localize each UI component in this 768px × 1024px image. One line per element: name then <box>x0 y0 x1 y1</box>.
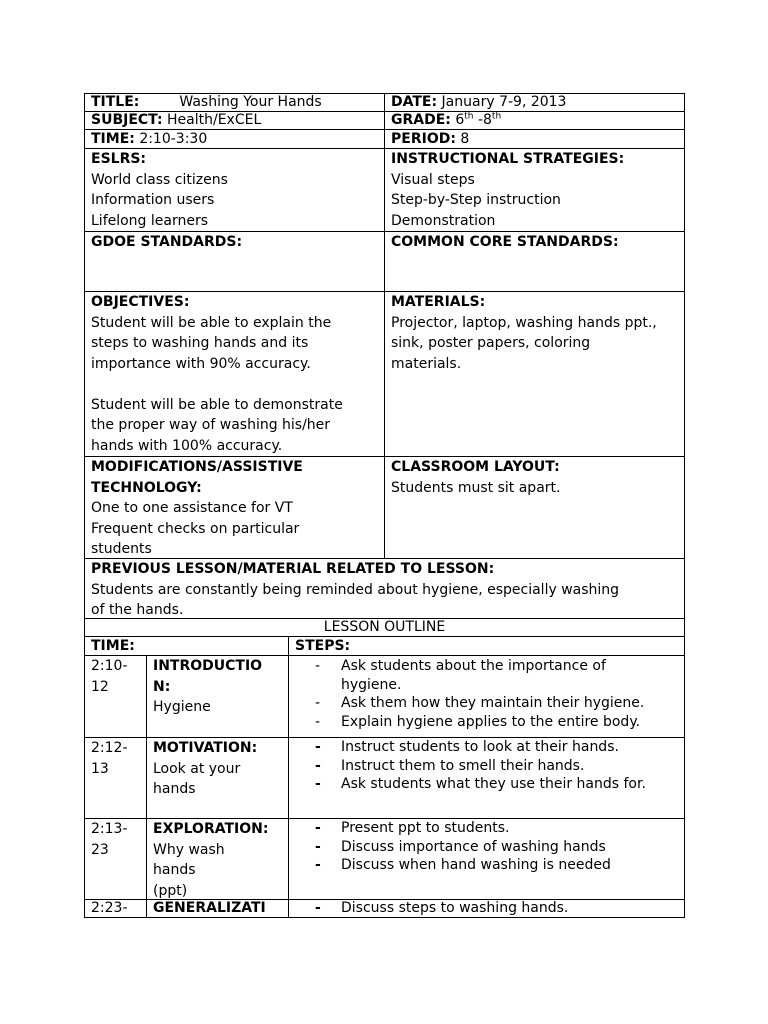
row-time-line: 12 <box>91 678 109 695</box>
row-phase-topic: hands <box>153 781 196 797</box>
step-item <box>289 713 684 732</box>
row-phase-topic: Hygiene <box>153 699 211 715</box>
row-time-line: 2:10- <box>91 658 128 674</box>
step-text: Instruct them to smell their hands. <box>341 757 585 774</box>
objectives-label: OBJECTIVES: <box>91 294 190 310</box>
step-item <box>289 838 684 857</box>
objective-spacer <box>91 374 384 395</box>
materials-line: materials. <box>391 355 462 372</box>
step-item <box>289 657 684 676</box>
row-time-line: 2:12- <box>91 740 128 756</box>
outline-row-phase <box>146 737 289 819</box>
previous-lesson-label: PREVIOUS LESSON/MATERIAL RELATED TO LESSON: <box>91 561 495 577</box>
outline-row-time <box>84 899 147 918</box>
time-cell <box>84 129 385 149</box>
row-phase-topic: Look at your <box>153 760 241 777</box>
objective-line: the proper way of washing his/her <box>91 417 331 433</box>
materials-line: Projector, laptop, washing hands ppt., <box>391 314 657 331</box>
outline-row-time <box>84 737 147 819</box>
gdoe-standards-label: GDOE STANDARDS: <box>91 234 243 250</box>
strategy-item: Demonstration <box>391 212 496 229</box>
steps-list <box>289 738 684 794</box>
outline-row-steps <box>288 655 685 738</box>
grade-value-a: 6 <box>455 112 465 128</box>
step-dash: - <box>315 776 321 792</box>
step-text: Ask students what they use their hands for. <box>341 776 646 792</box>
step-text: Discuss importance of washing hands <box>341 838 606 855</box>
row-time-line: 2:13- <box>91 821 128 837</box>
outline-steps-header-cell <box>288 636 685 656</box>
time-label: TIME: <box>91 131 135 147</box>
grade-sup-a: th <box>464 111 474 122</box>
outline-steps-header: STEPS: <box>295 638 351 654</box>
date-label: DATE: <box>391 94 438 110</box>
time-value: 2:10-3:30 <box>139 131 208 147</box>
outline-row-steps <box>288 737 685 819</box>
row-phase-title: GENERALIZATI <box>153 900 266 916</box>
gdoe-standards-cell <box>84 231 385 292</box>
materials-line: sink, poster papers, coloring <box>391 335 591 351</box>
title-value: Washing Your Hands <box>179 94 322 110</box>
row-phase-title: EXPLORATION: <box>153 821 269 837</box>
outline-row-time <box>84 818 147 900</box>
outline-time-header-cell <box>84 636 289 656</box>
modification-line: Frequent checks on particular <box>91 520 300 537</box>
objective-line: steps to washing hands and its <box>91 335 309 351</box>
step-item <box>289 819 684 838</box>
outline-row-phase <box>146 818 289 900</box>
lesson-outline-title: LESSON OUTLINE <box>323 619 446 635</box>
outline-row-steps <box>288 818 685 900</box>
modifications-label: TECHNOLOGY: <box>91 479 202 496</box>
strategy-item: Step-by-Step instruction <box>391 192 561 208</box>
step-dash: - <box>315 739 321 755</box>
steps-list <box>289 657 684 731</box>
step-item <box>289 694 684 713</box>
period-cell <box>384 129 685 149</box>
row-phase-title: N: <box>153 678 171 695</box>
row-time-line: 23 <box>91 841 109 858</box>
step-text: Explain hygiene applies to the entire body. <box>341 713 641 730</box>
eslrs-label: ESLRS: <box>91 151 147 167</box>
step-dash: - <box>315 757 321 774</box>
classroom-layout-text: Students must sit apart. <box>391 479 561 496</box>
lesson-outline-title-cell <box>84 618 685 637</box>
step-text: Discuss when hand washing is needed <box>341 857 611 873</box>
grade-sup-b: th <box>491 111 502 122</box>
row-phase-title: INTRODUCTIO <box>153 658 263 674</box>
step-item <box>289 775 684 794</box>
period-label: PERIOD: <box>391 131 456 147</box>
objective-line: hands with 100% accuracy. <box>91 437 283 454</box>
modification-line: students <box>91 541 152 557</box>
outline-row-time <box>84 655 147 738</box>
date-cell <box>384 93 685 112</box>
eslrs-item: Information users <box>91 192 215 208</box>
title-cell <box>84 93 385 112</box>
step-dash: - <box>315 658 321 674</box>
materials-cell <box>384 291 685 457</box>
eslrs-cell <box>84 148 385 232</box>
strategy-item: Visual steps <box>391 171 475 188</box>
step-item <box>289 757 684 776</box>
row-time-line: 2:23- <box>91 900 128 916</box>
common-core-label: COMMON CORE STANDARDS: <box>391 234 619 250</box>
grade-separator: -8 <box>473 112 492 128</box>
step-dash: - <box>315 900 321 916</box>
strategies-label: INSTRUCTIONAL STRATEGIES: <box>391 151 625 167</box>
row-phase-topic: hands <box>153 862 196 878</box>
outline-row-phase <box>146 655 289 738</box>
objectives-cell <box>84 291 385 457</box>
grade-label: GRADE: <box>391 112 451 128</box>
eslrs-item: Lifelong learners <box>91 212 209 229</box>
outline-row-phase <box>146 899 289 918</box>
step-item <box>289 738 684 757</box>
objective-line: Student will be able to explain the <box>91 314 332 331</box>
step-text: Instruct students to look at their hands. <box>341 739 619 755</box>
outline-row-steps <box>288 899 685 918</box>
row-time-line: 13 <box>91 760 109 777</box>
step-text: Present ppt to students. <box>341 820 510 836</box>
period-value: 8 <box>460 131 470 147</box>
classroom-layout-label: CLASSROOM LAYOUT: <box>391 459 560 475</box>
classroom-layout-cell <box>384 456 685 559</box>
subject-label: SUBJECT: <box>91 112 163 128</box>
step-dash: - <box>315 820 321 836</box>
subject-value: Health/ExCEL <box>167 112 262 128</box>
materials-label: MATERIALS: <box>391 294 486 310</box>
step-text: hygiene. <box>341 676 402 693</box>
step-item <box>289 676 684 695</box>
row-phase-topic: (ppt) <box>153 882 188 899</box>
step-dash: - <box>315 857 321 873</box>
row-phase-topic: Why wash <box>153 841 225 858</box>
previous-lesson-text: Students are constantly being reminded about hygiene, especially washing <box>91 581 620 598</box>
step-text: Ask them how they maintain their hygiene. <box>341 695 645 711</box>
title-label: TITLE: <box>91 94 140 110</box>
outline-time-header: TIME: <box>91 638 135 654</box>
step-dash: - <box>315 695 321 711</box>
step-item <box>289 856 684 875</box>
subject-cell <box>84 111 385 130</box>
modifications-cell <box>84 456 385 559</box>
modifications-label: MODIFICATIONS/ASSISTIVE <box>91 459 303 475</box>
step-text: Ask students about the importance of <box>341 658 606 674</box>
steps-list <box>289 900 684 917</box>
strategies-cell <box>384 148 685 232</box>
eslrs-item: World class citizens <box>91 171 228 188</box>
modification-line: One to one assistance for VT <box>91 500 293 516</box>
common-core-cell <box>384 231 685 292</box>
previous-lesson-text: of the hands. <box>91 602 184 618</box>
row-phase-title: MOTIVATION: <box>153 740 258 756</box>
objective-line: importance with 90% accuracy. <box>91 355 311 372</box>
grade-cell <box>384 111 685 130</box>
steps-list <box>289 819 684 875</box>
objective-line: Student will be able to demonstrate <box>91 396 343 413</box>
step-item <box>289 900 684 917</box>
step-text: Discuss steps to washing hands. <box>341 900 569 916</box>
date-value: January 7-9, 2013 <box>441 94 567 110</box>
step-dash: - <box>315 713 321 730</box>
previous-lesson-cell <box>84 558 685 619</box>
step-dash: - <box>315 838 321 855</box>
